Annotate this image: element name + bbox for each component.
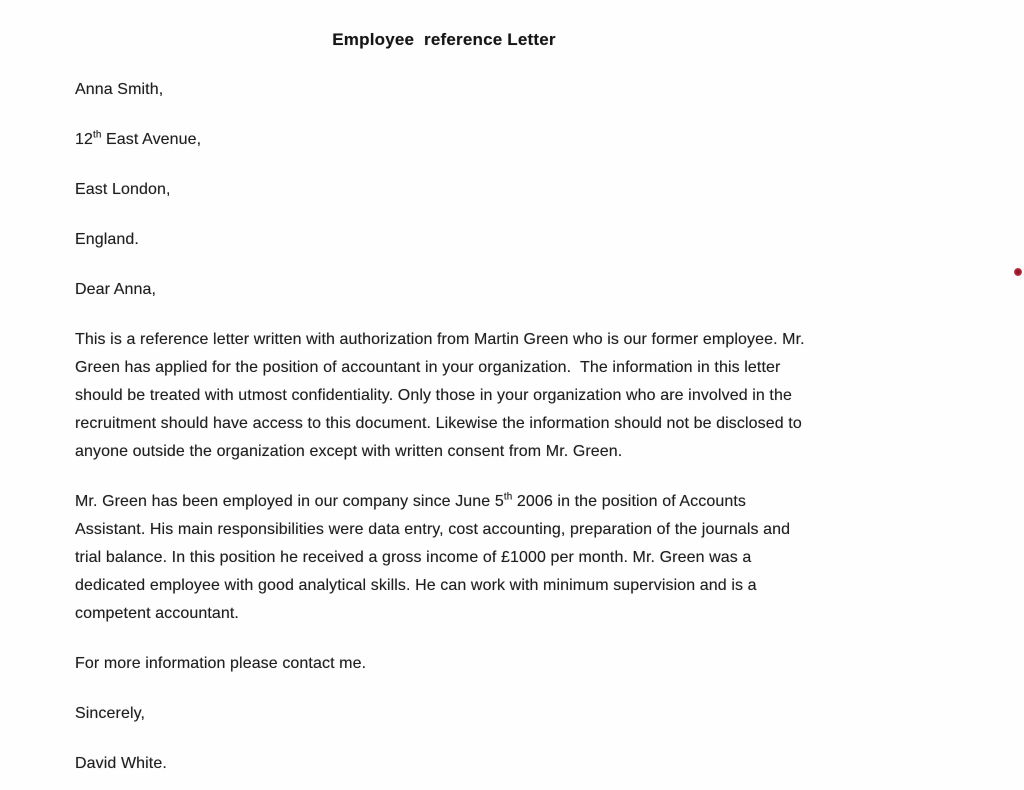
recipient-name: Anna Smith,	[75, 81, 164, 98]
letter-title: Employee reference Letter	[332, 30, 556, 49]
street-number-ordinal: th	[93, 129, 102, 141]
paragraph-employment-details	[75, 488, 813, 628]
employment-text-post: 2006 in the position of Accounts Assistant. His main responsibilities were data entry, cost accounting, preparation of the journals and trial balance. In this position he received a gross income of £1000 per month. Mr. Green was a dedicated employee with good analytical skills. He can work with minimum supervision and is a competent accountant.	[75, 493, 795, 622]
paragraph-introduction: This is a reference letter written with authorization from Martin Green who is our former employee. Mr. Green has applied for the position of accountant in your organization. The information in this letter should be treated with utmost confidentiality. Only those in your organization who are involved in the recruitment should have access to this document. Likewise the information should not be disclosed to anyone outside the organization except with written consent from Mr. Green.	[75, 331, 810, 460]
recipient-street	[75, 126, 813, 154]
street-number: 12	[75, 131, 93, 148]
red-dot-marker	[1014, 268, 1022, 276]
recipient-city: East London,	[75, 181, 171, 198]
letter-content	[75, 26, 813, 778]
date-ordinal: th	[503, 491, 513, 503]
employment-text-pre: Mr. Green has been employed in our company since June 5	[75, 493, 504, 510]
recipient-country: England.	[75, 231, 139, 248]
street-name: East Avenue,	[101, 131, 202, 148]
salutation: Dear Anna,	[75, 281, 157, 298]
closing-line: For more information please contact me.	[75, 655, 367, 672]
signoff: Sincerely,	[75, 705, 146, 722]
signature-name: David White.	[75, 755, 167, 772]
